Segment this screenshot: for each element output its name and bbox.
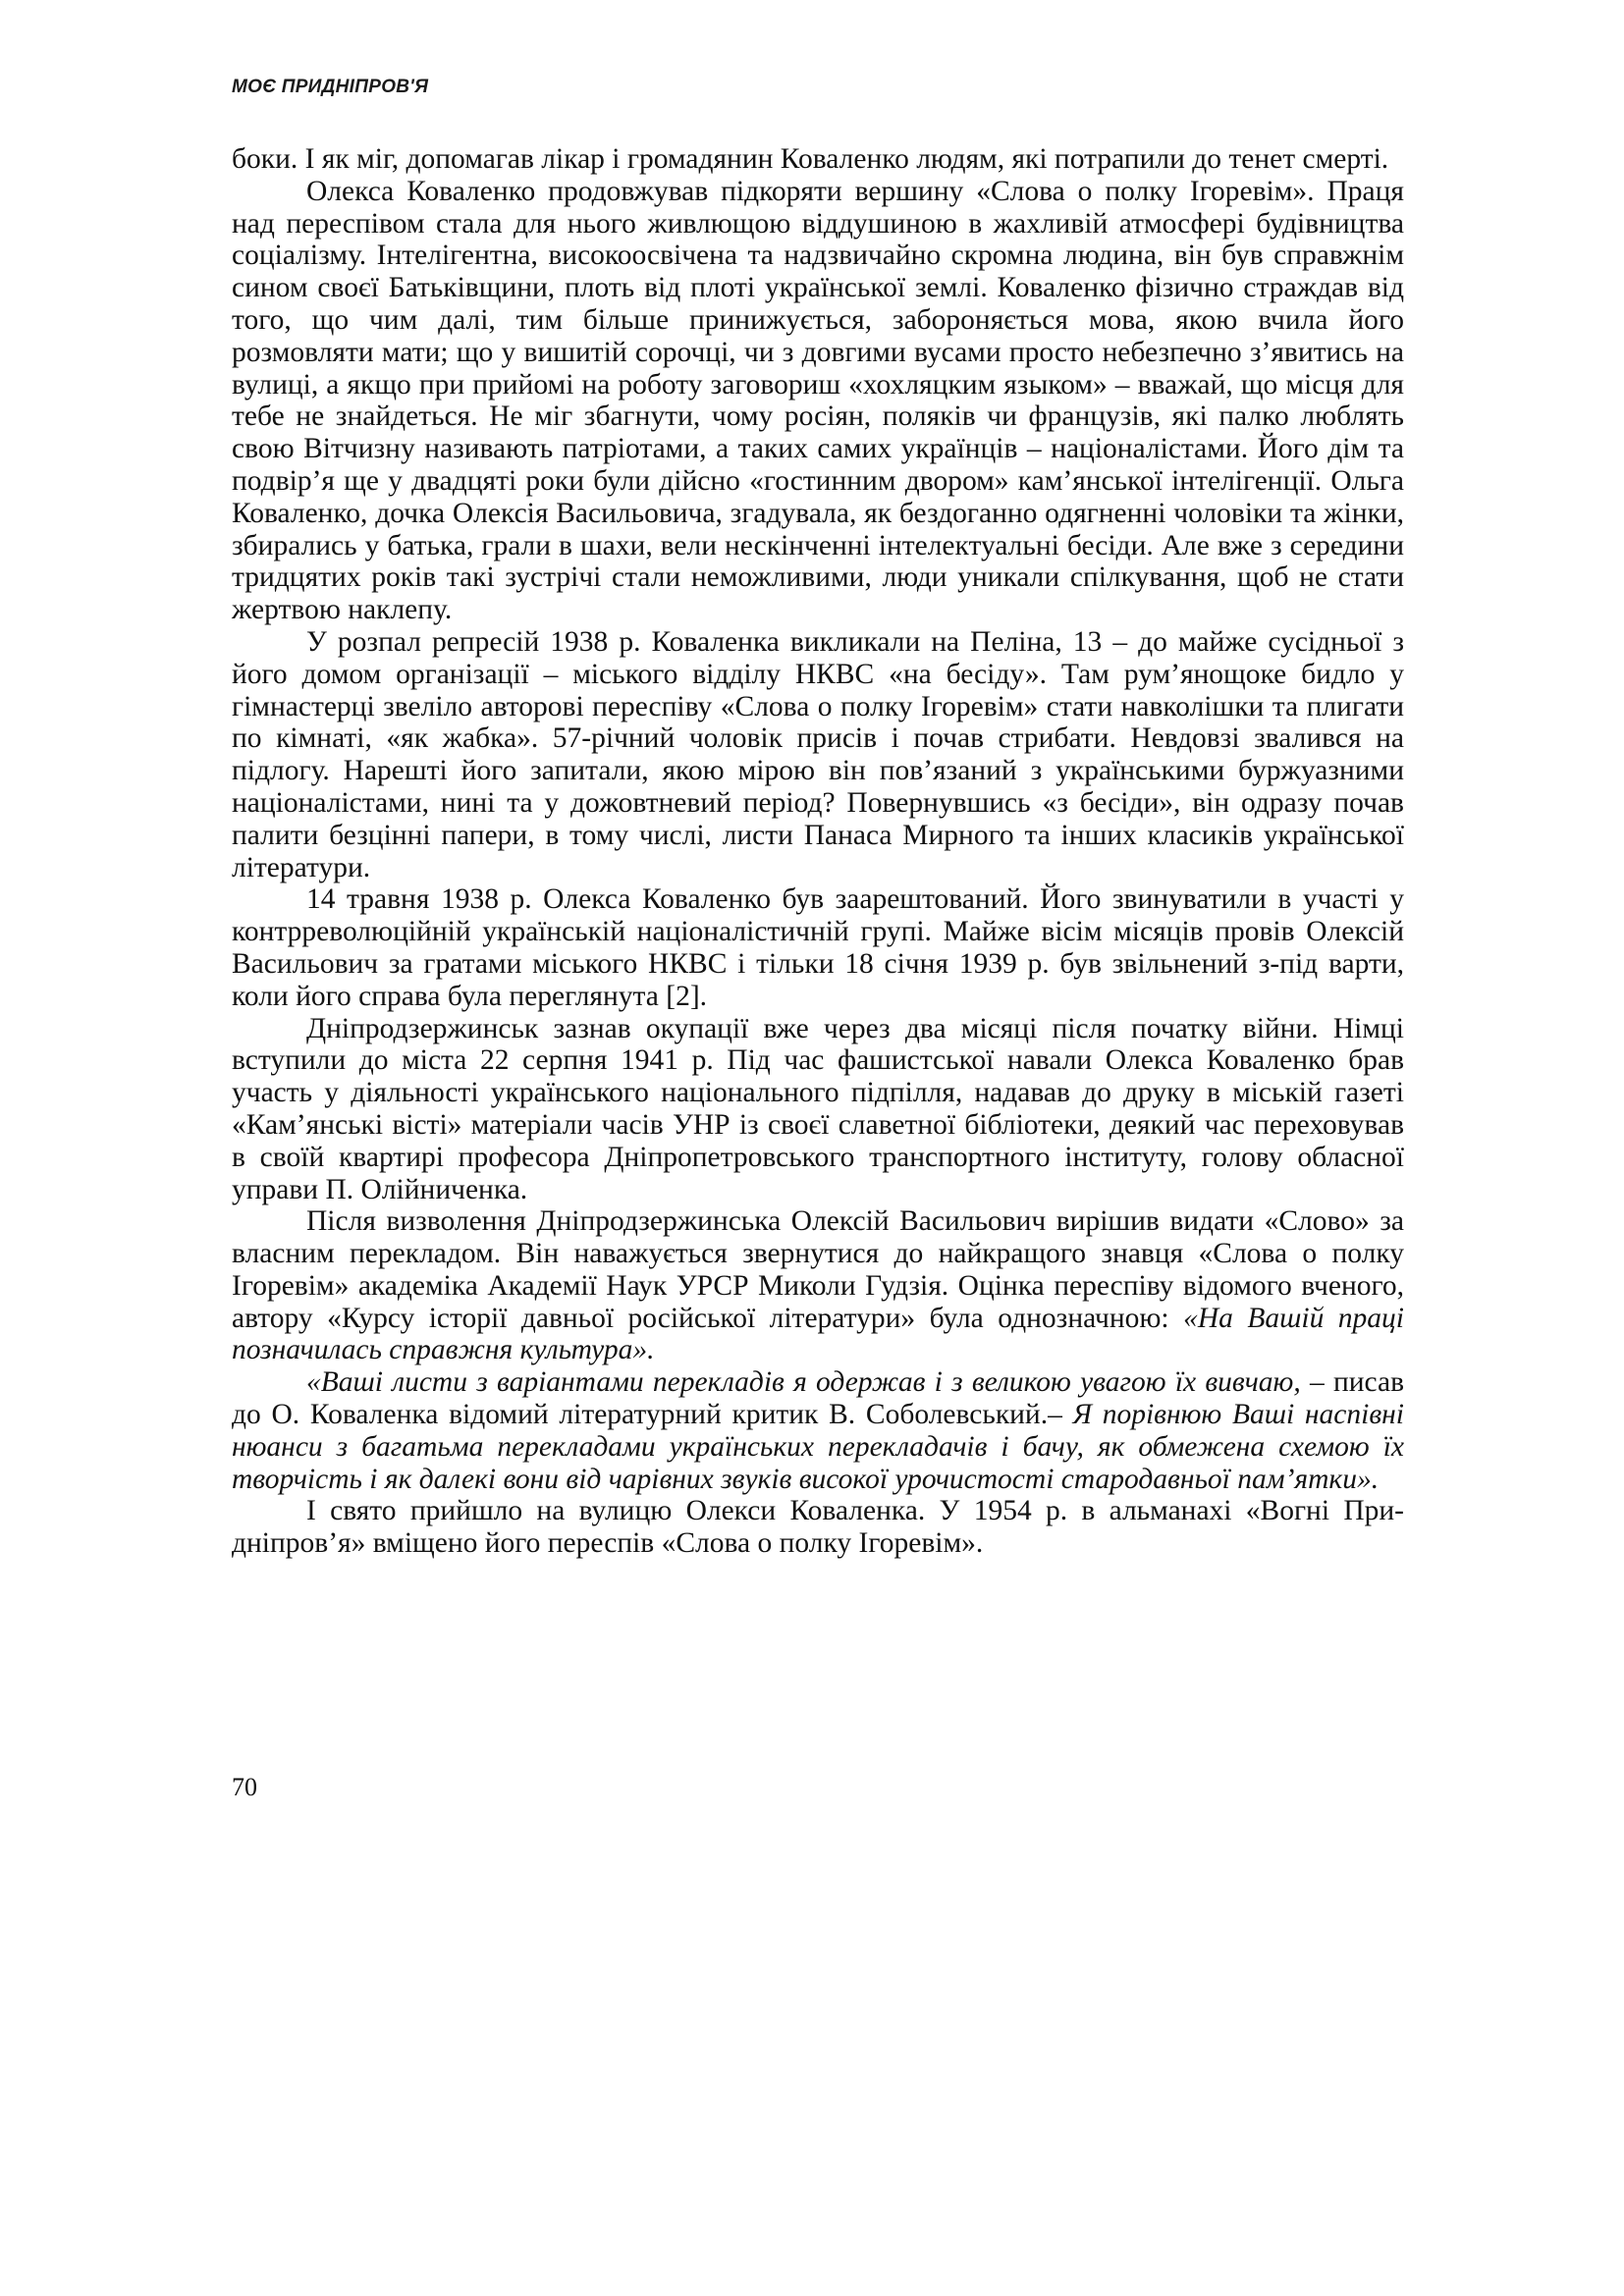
paragraph (232, 176, 1404, 626)
paragraph (232, 1013, 1404, 1206)
paragraph (232, 1495, 1404, 1560)
paragraph-text: Дніпродзержинськ зазнав окупації вже через два місяці після початку війни. Німці вступили до міста 22 серпня 1941 р. Під час фашистської навали Олекса Коваленко брав участь у діяльності українського національного підпілля, надавав до друку в міській газеті «Кам’янські вісті» матеріали часів УНР із своєї славетної бібліотеки, деякий час переховував в своїй квартирі професора Дніпропетровського транспортного інституту, голову обласної управи П. Олійниченка. (232, 1012, 1404, 1205)
paragraph-text: писав до О. Коваленка відомий літературний критик В. Соболевський.– (232, 1366, 1404, 1431)
italic-quote-text: «На Вашій праці позначилась справжня культура». (232, 1302, 1404, 1366)
italic-quote-text: «Ваші листи з варіантами перекладів я одержав і з великою увагою їх вивчаю, – (306, 1366, 1325, 1399)
paragraph (232, 626, 1404, 883)
paragraph (232, 1366, 1404, 1495)
paragraph-text: 14 травня 1938 р. Олекса Коваленко був заарештований. Його звинуватили в участі у контрреволюційній українській націоналістичній групі. Майже вісім місяців провів Олексій Васильович за гратами міського НКВС і тільки 18 січня 1939 р. був звільнений з-під варти, коли його справа була переглянута [2]. (232, 883, 1404, 1012)
paragraph-text: У розпал репресій 1938 р. Коваленка викликали на Пеліна, 13 – до майже сусідньої з його домом організації – міського відділу НКВС «на бесіду». Там рум’янощоке бидло у гімнастерці звеліло авторові переспіву «Слова о полку Ігоревім» стати навколішки та плигати по кімнаті, «як жабка». 57-річний чоловік присів і почав стрибати. Невдовзі звалився на підлогу. Нарешті його запитали, якою мірою він пов’язаний з українськими буржуазними націоналістами, нині та у дожовтневий період? Повернувшись «з бесіди», він одразу почав палити безцінні папери, в тому числі, листи Панаса Мирного та інших класиків української літератури. (232, 625, 1404, 883)
paragraph (232, 1205, 1404, 1366)
article-body (232, 143, 1404, 1560)
paragraph-text: Після визволення Дніпродзержинська Олексій Васильович вирішив видати «Слово» за власним перекладом. Він наважується звернутися до найкращого знавця «Слова о полку Ігоревім» академіка Академії Наук УРСР Миколи Гудзія. Оцінка переспіву відомого вченого, автору «Курсу історії давньої російської літератури» була однозначною: (232, 1205, 1404, 1334)
paragraph (232, 883, 1404, 1012)
italic-quote-text: Я порівнюю Ваші наспівні нюанси з багатьма перекладами українських перекладачів і бачу, як обмежена схемою їх творчість і як далекі вони від чарівних звуків високої урочистості стародавньої пам’ятки». (232, 1399, 1404, 1495)
paragraph-text: боки. І як міг, допомагав лікар і громадянин Коваленко людям, які потрапили до тенет смерті. (232, 143, 1389, 175)
paragraph (232, 143, 1404, 176)
page-number: 70 (232, 1773, 257, 1801)
paragraph-text: Олекса Коваленко продовжував підкоряти вершину «Слова о полку Ігоревім». Праця над переспівом стала для нього живлющою віддушиною в жахливій атмосфері будівництва соціалізму. Інтелігентна, високоосвічена та надзвичайно скромна людина, він був справжнім сином своєї Батьківщини, плоть від плоті української землі. Коваленко фізично страждав від того, що чим далі, тим більше принижується, забороняється мова, якою вчила його розмовляти мати; що у вишитій сорочці, чи з довгими вусами просто небезпечно з’явитись на вулиці, а якщо при прийомі на роботу заговориш «хохляцким языком» – вважай, що місця для тебе не знайдеться. Не міг збагнути, чому росіян, поляків чи французів, які палко люблять свою Вітчизну називають патріотами, а таких самих українців – націоналістами. Його дім та подвір’я ще у двадцяті роки були дійсно «гостинним двором» кам’янської інтелігенції. Ольга Коваленко, дочка Олексія Васильовича, згадувала, як бездоганно одягненні чоловіки та жінки, збирались у батька, грали в шахи, вели нескінченні інтелектуальні бесіди. Але вже з середини тридцятих років такі зустрічі стали неможливими, люди уникали спілкування, щоб не стати жертвою наклепу. (232, 175, 1404, 626)
paragraph-text: І свято прийшло на вулицю Олекси Коваленка. У 1954 р. в альманахі «Вогні Придніпров’я» вміщено його переспів «Слова о полку Ігоревім». (232, 1495, 1404, 1560)
running-header: МОЄ ПРИДНІПРОВ'Я (232, 77, 429, 97)
